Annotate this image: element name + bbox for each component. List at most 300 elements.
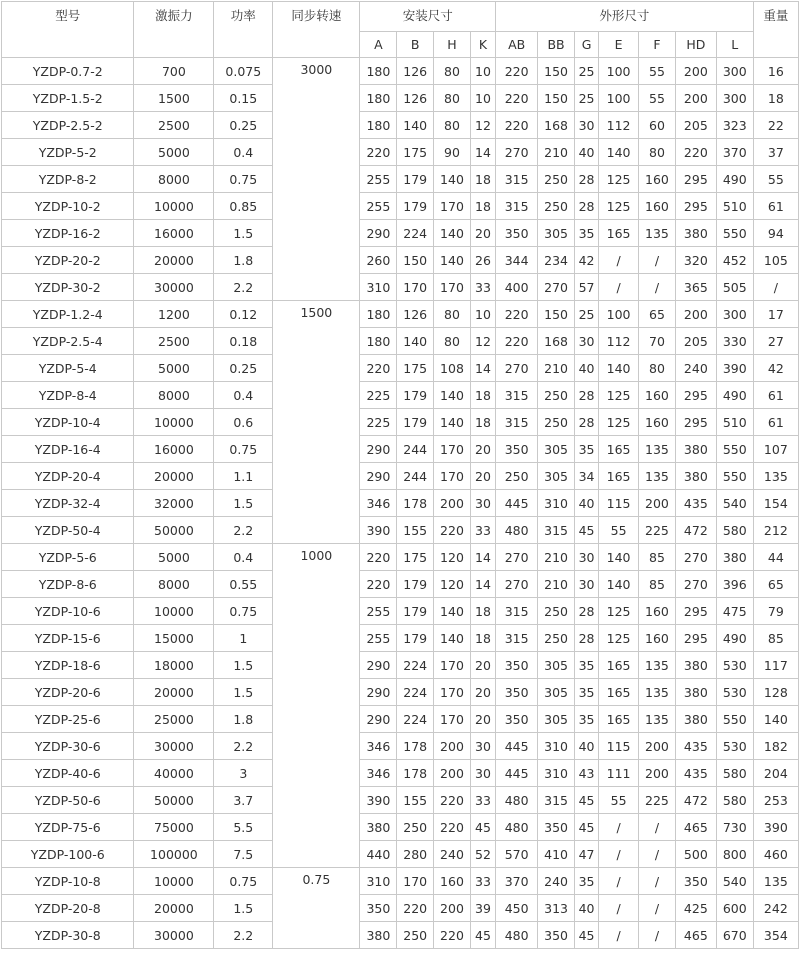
cell-weight: 61 (753, 193, 798, 220)
cell-AB: 344 (496, 247, 538, 274)
cell-BB: 350 (538, 814, 575, 841)
cell-H: 170 (434, 436, 471, 463)
cell-B: 178 (397, 490, 434, 517)
cell-model: YZDP-8-6 (2, 571, 134, 598)
cell-HD: 472 (675, 787, 716, 814)
cell-B: 170 (397, 274, 434, 301)
cell-force: 8000 (134, 166, 214, 193)
cell-G: 28 (574, 166, 598, 193)
cell-BB: 210 (538, 355, 575, 382)
cell-weight: 107 (753, 436, 798, 463)
header-power: 功率 (214, 2, 273, 58)
cell-H: 170 (434, 274, 471, 301)
cell-weight: 105 (753, 247, 798, 274)
cell-E: / (599, 895, 639, 922)
cell-force: 1500 (134, 85, 214, 112)
cell-E: 165 (599, 220, 639, 247)
cell-BB: 150 (538, 301, 575, 328)
table-row (2, 355, 799, 382)
cell-B: 280 (397, 841, 434, 868)
cell-L: 300 (716, 301, 753, 328)
cell-power: 1.8 (214, 706, 273, 733)
table-row (2, 922, 799, 949)
cell-K: 45 (470, 814, 495, 841)
cell-BB: 305 (538, 679, 575, 706)
cell-HD: 380 (675, 436, 716, 463)
cell-power: 1 (214, 625, 273, 652)
cell-force: 50000 (134, 517, 214, 544)
table-row (2, 328, 799, 355)
cell-L: 550 (716, 436, 753, 463)
cell-L: 580 (716, 760, 753, 787)
cell-AB: 450 (496, 895, 538, 922)
cell-H: 140 (434, 625, 471, 652)
cell-weight: 460 (753, 841, 798, 868)
cell-power: 0.85 (214, 193, 273, 220)
cell-K: 30 (470, 733, 495, 760)
cell-A: 390 (360, 517, 397, 544)
cell-AB: 315 (496, 166, 538, 193)
cell-AB: 480 (496, 787, 538, 814)
cell-HD: 270 (675, 571, 716, 598)
cell-E: / (599, 814, 639, 841)
cell-model: YZDP-75-6 (2, 814, 134, 841)
cell-power: 1.5 (214, 895, 273, 922)
cell-B: 244 (397, 463, 434, 490)
header-col-K: K (470, 32, 495, 58)
cell-K: 52 (470, 841, 495, 868)
cell-A: 310 (360, 868, 397, 895)
cell-H: 200 (434, 490, 471, 517)
cell-E: / (599, 247, 639, 274)
cell-L: 452 (716, 247, 753, 274)
cell-AB: 445 (496, 733, 538, 760)
cell-AB: 570 (496, 841, 538, 868)
cell-HD: 435 (675, 490, 716, 517)
cell-HD: 295 (675, 598, 716, 625)
cell-AB: 220 (496, 85, 538, 112)
cell-A: 290 (360, 652, 397, 679)
cell-A: 255 (360, 625, 397, 652)
cell-A: 290 (360, 220, 397, 247)
cell-model: YZDP-18-6 (2, 652, 134, 679)
cell-L: 330 (716, 328, 753, 355)
cell-force: 5000 (134, 355, 214, 382)
cell-K: 20 (470, 652, 495, 679)
header-weight: 重量 (753, 2, 798, 58)
cell-BB: 305 (538, 652, 575, 679)
cell-AB: 350 (496, 706, 538, 733)
cell-E: 55 (599, 517, 639, 544)
cell-A: 290 (360, 706, 397, 733)
cell-power: 1.5 (214, 679, 273, 706)
cell-force: 30000 (134, 733, 214, 760)
cell-B: 179 (397, 598, 434, 625)
cell-force: 30000 (134, 274, 214, 301)
cell-model: YZDP-50-4 (2, 517, 134, 544)
cell-K: 20 (470, 436, 495, 463)
table-row (2, 112, 799, 139)
cell-L: 510 (716, 409, 753, 436)
cell-F: 65 (639, 301, 676, 328)
cell-weight: 61 (753, 382, 798, 409)
cell-B: 244 (397, 436, 434, 463)
cell-A: 180 (360, 58, 397, 85)
cell-E: 125 (599, 409, 639, 436)
cell-A: 255 (360, 166, 397, 193)
cell-B: 224 (397, 220, 434, 247)
cell-K: 20 (470, 220, 495, 247)
cell-L: 390 (716, 355, 753, 382)
cell-H: 140 (434, 409, 471, 436)
header-col-E: E (599, 32, 639, 58)
cell-E: 125 (599, 598, 639, 625)
cell-force: 20000 (134, 895, 214, 922)
cell-H: 120 (434, 544, 471, 571)
cell-G: 30 (574, 571, 598, 598)
cell-H: 240 (434, 841, 471, 868)
cell-BB: 250 (538, 625, 575, 652)
table-row (2, 409, 799, 436)
cell-HD: 425 (675, 895, 716, 922)
cell-E: 125 (599, 625, 639, 652)
cell-model: YZDP-0.7-2 (2, 58, 134, 85)
cell-E: 165 (599, 463, 639, 490)
cell-power: 0.25 (214, 355, 273, 382)
cell-power: 1.8 (214, 247, 273, 274)
cell-B: 224 (397, 652, 434, 679)
cell-H: 170 (434, 706, 471, 733)
cell-A: 290 (360, 436, 397, 463)
cell-HD: 295 (675, 625, 716, 652)
cell-K: 14 (470, 139, 495, 166)
cell-power: 3 (214, 760, 273, 787)
cell-weight: 85 (753, 625, 798, 652)
cell-B: 140 (397, 328, 434, 355)
cell-force: 700 (134, 58, 214, 85)
cell-A: 350 (360, 895, 397, 922)
cell-G: 40 (574, 139, 598, 166)
cell-K: 20 (470, 679, 495, 706)
cell-force: 32000 (134, 490, 214, 517)
cell-power: 0.6 (214, 409, 273, 436)
cell-BB: 250 (538, 193, 575, 220)
cell-F: / (639, 247, 676, 274)
cell-force: 2500 (134, 328, 214, 355)
cell-power: 2.2 (214, 733, 273, 760)
cell-K: 20 (470, 463, 495, 490)
cell-HD: 500 (675, 841, 716, 868)
cell-AB: 480 (496, 922, 538, 949)
cell-A: 255 (360, 193, 397, 220)
cell-K: 10 (470, 85, 495, 112)
cell-H: 160 (434, 868, 471, 895)
cell-force: 1200 (134, 301, 214, 328)
cell-force: 15000 (134, 625, 214, 652)
cell-F: / (639, 841, 676, 868)
table-row (2, 814, 799, 841)
cell-model: YZDP-5-4 (2, 355, 134, 382)
cell-HD: 205 (675, 112, 716, 139)
cell-L: 510 (716, 193, 753, 220)
cell-B: 126 (397, 301, 434, 328)
header-col-B: B (397, 32, 434, 58)
table-row (2, 787, 799, 814)
cell-model: YZDP-20-6 (2, 679, 134, 706)
cell-K: 45 (470, 922, 495, 949)
cell-H: 140 (434, 220, 471, 247)
cell-E: / (599, 922, 639, 949)
cell-G: 43 (574, 760, 598, 787)
cell-model: YZDP-20-4 (2, 463, 134, 490)
cell-E: 115 (599, 490, 639, 517)
cell-G: 28 (574, 625, 598, 652)
cell-AB: 270 (496, 571, 538, 598)
cell-model: YZDP-30-8 (2, 922, 134, 949)
cell-L: 530 (716, 652, 753, 679)
cell-force: 5000 (134, 139, 214, 166)
cell-H: 170 (434, 652, 471, 679)
cell-G: 42 (574, 247, 598, 274)
cell-A: 290 (360, 463, 397, 490)
cell-AB: 350 (496, 652, 538, 679)
cell-AB: 445 (496, 490, 538, 517)
cell-L: 540 (716, 490, 753, 517)
cell-F: / (639, 922, 676, 949)
table-row (2, 139, 799, 166)
cell-F: / (639, 868, 676, 895)
cell-G: 35 (574, 652, 598, 679)
cell-G: 45 (574, 814, 598, 841)
cell-L: 300 (716, 85, 753, 112)
cell-H: 200 (434, 895, 471, 922)
cell-model: YZDP-10-2 (2, 193, 134, 220)
cell-power: 0.75 (214, 436, 273, 463)
header-force: 激振力 (134, 2, 214, 58)
cell-F: 200 (639, 490, 676, 517)
cell-HD: 350 (675, 868, 716, 895)
cell-F: 225 (639, 787, 676, 814)
cell-K: 30 (470, 490, 495, 517)
cell-AB: 350 (496, 436, 538, 463)
table-row (2, 193, 799, 220)
cell-power: 0.075 (214, 58, 273, 85)
cell-force: 10000 (134, 193, 214, 220)
cell-G: 28 (574, 382, 598, 409)
cell-BB: 150 (538, 58, 575, 85)
cell-H: 200 (434, 733, 471, 760)
table-row (2, 544, 799, 571)
cell-power: 1.5 (214, 220, 273, 247)
cell-power: 0.4 (214, 139, 273, 166)
cell-B: 179 (397, 409, 434, 436)
cell-G: 57 (574, 274, 598, 301)
cell-HD: 295 (675, 382, 716, 409)
cell-A: 180 (360, 301, 397, 328)
cell-F: 200 (639, 760, 676, 787)
cell-model: YZDP-20-2 (2, 247, 134, 274)
cell-weight: 42 (753, 355, 798, 382)
cell-K: 18 (470, 193, 495, 220)
cell-power: 0.12 (214, 301, 273, 328)
cell-G: 30 (574, 544, 598, 571)
cell-H: 80 (434, 328, 471, 355)
cell-E: 165 (599, 436, 639, 463)
cell-H: 140 (434, 382, 471, 409)
cell-HD: 295 (675, 166, 716, 193)
cell-H: 170 (434, 193, 471, 220)
cell-force: 30000 (134, 922, 214, 949)
cell-force: 75000 (134, 814, 214, 841)
cell-F: 200 (639, 733, 676, 760)
cell-weight: 128 (753, 679, 798, 706)
cell-model: YZDP-1.5-2 (2, 85, 134, 112)
cell-HD: 295 (675, 193, 716, 220)
cell-A: 380 (360, 814, 397, 841)
header-col-AB: AB (496, 32, 538, 58)
cell-B: 175 (397, 139, 434, 166)
cell-force: 16000 (134, 220, 214, 247)
cell-H: 170 (434, 463, 471, 490)
cell-HD: 435 (675, 760, 716, 787)
table-row (2, 490, 799, 517)
header-col-H: H (434, 32, 471, 58)
cell-HD: 380 (675, 679, 716, 706)
cell-AB: 350 (496, 220, 538, 247)
cell-speed: 0.75 (273, 868, 360, 949)
header-col-A: A (360, 32, 397, 58)
cell-speed: 3000 (273, 58, 360, 301)
cell-model: YZDP-30-2 (2, 274, 134, 301)
cell-weight: / (753, 274, 798, 301)
table-row (2, 247, 799, 274)
cell-B: 170 (397, 868, 434, 895)
cell-G: 40 (574, 490, 598, 517)
cell-F: 225 (639, 517, 676, 544)
cell-L: 380 (716, 544, 753, 571)
cell-AB: 315 (496, 193, 538, 220)
table-row (2, 652, 799, 679)
cell-AB: 315 (496, 382, 538, 409)
cell-L: 580 (716, 787, 753, 814)
cell-weight: 55 (753, 166, 798, 193)
cell-force: 8000 (134, 571, 214, 598)
cell-F: 55 (639, 58, 676, 85)
cell-BB: 310 (538, 733, 575, 760)
cell-E: / (599, 274, 639, 301)
cell-AB: 270 (496, 355, 538, 382)
cell-K: 18 (470, 166, 495, 193)
cell-G: 45 (574, 517, 598, 544)
cell-F: 135 (639, 220, 676, 247)
cell-L: 396 (716, 571, 753, 598)
cell-force: 20000 (134, 247, 214, 274)
cell-AB: 220 (496, 328, 538, 355)
cell-B: 178 (397, 733, 434, 760)
cell-H: 140 (434, 166, 471, 193)
cell-B: 179 (397, 571, 434, 598)
cell-BB: 210 (538, 544, 575, 571)
cell-power: 1.1 (214, 463, 273, 490)
cell-G: 34 (574, 463, 598, 490)
cell-HD: 365 (675, 274, 716, 301)
cell-G: 35 (574, 679, 598, 706)
cell-F: 135 (639, 463, 676, 490)
cell-A: 346 (360, 490, 397, 517)
cell-H: 220 (434, 922, 471, 949)
cell-G: 28 (574, 193, 598, 220)
cell-power: 0.18 (214, 328, 273, 355)
cell-BB: 305 (538, 220, 575, 247)
cell-BB: 250 (538, 409, 575, 436)
cell-B: 155 (397, 787, 434, 814)
cell-F: 60 (639, 112, 676, 139)
cell-BB: 410 (538, 841, 575, 868)
cell-G: 25 (574, 301, 598, 328)
cell-AB: 220 (496, 112, 538, 139)
cell-weight: 94 (753, 220, 798, 247)
cell-force: 50000 (134, 787, 214, 814)
cell-power: 0.55 (214, 571, 273, 598)
table-row (2, 58, 799, 85)
cell-power: 2.2 (214, 922, 273, 949)
cell-power: 5.5 (214, 814, 273, 841)
table-body (2, 58, 799, 949)
table-row (2, 760, 799, 787)
cell-L: 490 (716, 382, 753, 409)
cell-BB: 210 (538, 139, 575, 166)
cell-H: 220 (434, 787, 471, 814)
cell-A: 380 (360, 922, 397, 949)
cell-H: 220 (434, 517, 471, 544)
cell-HD: 320 (675, 247, 716, 274)
cell-HD: 220 (675, 139, 716, 166)
cell-G: 25 (574, 58, 598, 85)
cell-HD: 200 (675, 85, 716, 112)
cell-F: 80 (639, 139, 676, 166)
cell-HD: 472 (675, 517, 716, 544)
cell-BB: 270 (538, 274, 575, 301)
cell-F: 70 (639, 328, 676, 355)
cell-HD: 380 (675, 652, 716, 679)
cell-F: 160 (639, 193, 676, 220)
table-row (2, 706, 799, 733)
cell-L: 300 (716, 58, 753, 85)
cell-E: 111 (599, 760, 639, 787)
cell-F: 160 (639, 625, 676, 652)
cell-K: 18 (470, 625, 495, 652)
cell-A: 346 (360, 760, 397, 787)
cell-model: YZDP-1.2-4 (2, 301, 134, 328)
cell-model: YZDP-30-6 (2, 733, 134, 760)
cell-A: 225 (360, 382, 397, 409)
cell-B: 175 (397, 355, 434, 382)
cell-K: 30 (470, 760, 495, 787)
cell-A: 220 (360, 355, 397, 382)
cell-HD: 295 (675, 409, 716, 436)
cell-E: 125 (599, 193, 639, 220)
cell-force: 20000 (134, 679, 214, 706)
cell-model: YZDP-15-6 (2, 625, 134, 652)
cell-G: 40 (574, 733, 598, 760)
specification-table (1, 1, 799, 949)
cell-weight: 22 (753, 112, 798, 139)
cell-G: 35 (574, 868, 598, 895)
cell-HD: 380 (675, 463, 716, 490)
cell-model: YZDP-16-2 (2, 220, 134, 247)
cell-model: YZDP-10-8 (2, 868, 134, 895)
header-install-dimensions: 安装尺寸 (360, 2, 496, 32)
